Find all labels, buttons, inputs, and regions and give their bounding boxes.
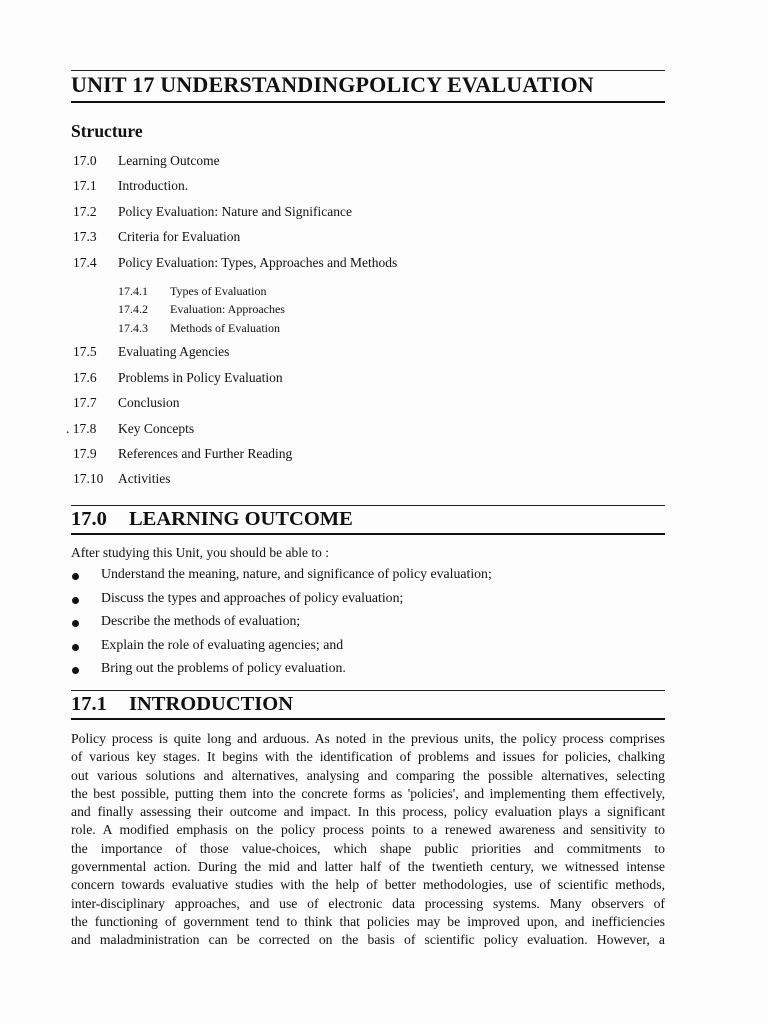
paragraph-line: governmental action. During the mid and latter half of the twentieth century, we witnessed intense	[71, 859, 665, 875]
bullet-icon	[72, 644, 79, 651]
bullet-icon	[72, 667, 79, 674]
toc-item	[66, 420, 665, 446]
toc-number: 17.0	[73, 153, 97, 168]
list-item-text: Discuss the types and approaches of policy evaluation;	[101, 589, 404, 605]
section-title: LEARNING OUTCOME	[129, 508, 353, 530]
title-rule-bottom	[71, 101, 665, 103]
toc-label: Evaluating Agencies	[118, 344, 230, 360]
toc-sub-number: 17.4.1	[118, 283, 148, 298]
toc-item	[71, 370, 665, 395]
title-rule-top	[71, 70, 665, 71]
toc-number: 17.5	[73, 344, 97, 360]
section-title: INTRODUCTION	[129, 693, 294, 715]
list-item-text: Understand the meaning, nature, and significance of policy evaluation;	[101, 566, 492, 581]
toc-label: Activities	[118, 471, 171, 487]
paragraph-line: of various key stages. It begins with the identification of problems and issues for policies, chalking	[71, 749, 665, 765]
unit-title: UNIT 17 UNDERSTANDINGPOLICY EVALUATION	[71, 72, 594, 97]
toc-subitem	[71, 284, 665, 303]
section-heading	[71, 691, 665, 718]
list-item-text: Explain the role of evaluating agencies; and	[101, 636, 344, 652]
toc-label: Conclusion	[118, 395, 180, 411]
toc-number: 17.7	[73, 395, 97, 411]
toc-item	[71, 178, 665, 203]
list-item	[71, 660, 665, 684]
paragraph-line: the functioning of government tend to think that policies may be improved upon, and inefficiencies	[71, 913, 665, 929]
table-of-contents	[66, 153, 665, 497]
toc-number: 17.10	[73, 471, 104, 487]
toc-label: Key Concepts	[118, 420, 195, 436]
section-rule-bottom	[71, 718, 665, 720]
toc-subitem	[71, 302, 665, 321]
toc-label: Criteria for Evaluation	[118, 229, 241, 245]
toc-number: . 17.8	[66, 420, 97, 436]
toc-number: 17.6	[73, 369, 97, 385]
learning-intro: After studying this Unit, you should be able to :	[71, 545, 329, 560]
toc-item	[71, 204, 665, 229]
learning-outcome-list	[71, 566, 665, 684]
toc-label: Learning Outcome	[118, 153, 220, 168]
section-number: 17.0	[71, 508, 107, 530]
toc-item	[71, 229, 665, 254]
toc-sub-label: Types of Evaluation	[170, 283, 267, 298]
toc-number: 17.1	[73, 178, 97, 194]
toc-item	[71, 344, 665, 369]
list-item-text: Describe the methods of evaluation;	[101, 613, 301, 629]
section-number: 17.1	[71, 693, 107, 715]
toc-label: Policy Evaluation: Nature and Significance	[118, 203, 352, 219]
section-learning-outcome	[71, 505, 665, 535]
toc-number: 17.3	[73, 229, 97, 245]
toc-label: Policy Evaluation: Types, Approaches and Methods	[118, 254, 398, 270]
toc-number: 17.4	[73, 254, 97, 270]
list-item	[71, 613, 665, 637]
list-item	[71, 590, 665, 614]
toc-label: References and Further Reading	[118, 446, 293, 462]
bullet-icon	[72, 573, 79, 580]
toc-item	[71, 471, 665, 496]
paragraph-line: the importance of those value-choices, which shape public priorities and commitments to	[71, 840, 665, 856]
toc-item	[71, 395, 665, 420]
paragraph-line: and finally assessing their outcome and impact. In this process, policy evaluation plays a significant	[71, 804, 665, 820]
bullet-icon	[72, 620, 79, 627]
toc-number: 17.2	[73, 203, 97, 219]
toc-item	[71, 153, 665, 178]
toc-sub-number: 17.4.3	[118, 320, 148, 335]
toc-sub-number: 17.4.2	[118, 302, 148, 317]
section-heading	[71, 506, 665, 533]
paragraph-line: the best possible, putting them into the concrete forms as 'policies', and implementing them effectively,	[71, 785, 665, 801]
toc-item	[71, 255, 665, 280]
paragraph-line: Policy process is quite long and arduous. As noted in the previous units, the policy process comprises	[71, 731, 665, 746]
section-rule-bottom	[71, 533, 665, 535]
list-item	[71, 566, 665, 590]
paragraph-line: and maladministration can be corrected on the basis of scientific policy evaluation. However, a	[71, 932, 665, 948]
toc-sub-label: Methods of Evaluation	[170, 320, 280, 335]
paragraph-line: inter-disciplinary approaches, and use of electronic data processing systems. Many observers of	[71, 895, 665, 911]
section-introduction	[71, 690, 665, 720]
toc-label: Problems in Policy Evaluation	[118, 369, 283, 385]
list-item-text: Bring out the problems of policy evaluation.	[101, 660, 346, 676]
bullet-icon	[72, 597, 79, 604]
toc-number: 17.9	[73, 446, 97, 462]
toc-subitem	[71, 321, 665, 340]
toc-sub-label: Evaluation: Approaches	[170, 302, 285, 317]
structure-heading: Structure	[71, 121, 143, 141]
toc-item	[71, 446, 665, 471]
list-item	[71, 637, 665, 661]
toc-label: Introduction.	[118, 178, 189, 194]
introduction-paragraph	[71, 730, 665, 950]
paragraph-line: out various solutions and alternatives, analysing and comparing the possible alternatives, selecting	[71, 767, 665, 783]
paragraph-line: role. A modified emphasis on the policy process points to a renewed awareness and sensitivity to	[71, 822, 665, 838]
paragraph-line: concern towards evaluative studies with the help of better methodologies, use of scientific methods,	[71, 877, 665, 893]
